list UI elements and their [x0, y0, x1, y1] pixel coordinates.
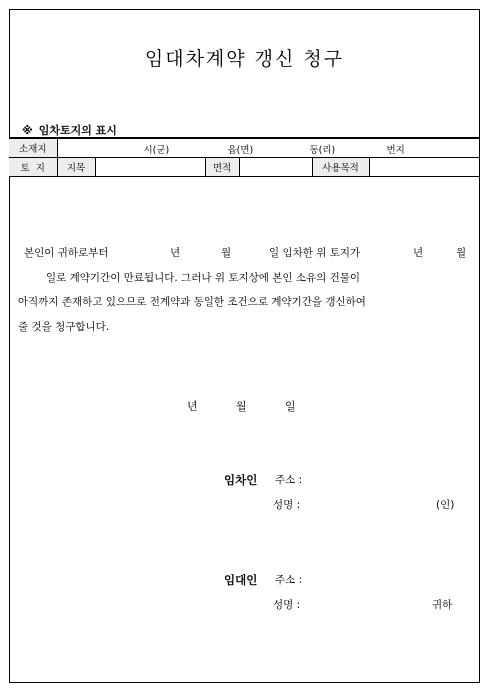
land-label: 토 지	[9, 158, 57, 177]
tenant-seal: (인)	[436, 499, 455, 511]
body-month2-blank: 월	[456, 247, 467, 259]
body-year2-blank: 년	[413, 247, 424, 259]
location-row	[9, 138, 480, 158]
landlord-honorific: 귀하	[432, 599, 453, 611]
landlord-name-label: 성명 :	[273, 599, 301, 611]
body-line-3: 아직까지 존재하고 있으므로 전계약과 동일한 조건으로 계약기간을 갱신하여	[18, 296, 366, 308]
request-body	[18, 241, 470, 339]
date-month: 월	[236, 400, 247, 413]
jimok-label: 지목	[57, 158, 95, 177]
location-label: 소재지	[9, 138, 57, 158]
section-heading	[22, 122, 117, 138]
eup-label: 읍(면)	[227, 145, 254, 156]
use-purpose-label: 사용목적	[312, 158, 369, 177]
tenant-label: 임차인	[224, 473, 258, 487]
landlord-address-label: 주소 :	[275, 574, 303, 586]
land-row	[9, 158, 480, 177]
body-month-blank: 월	[221, 247, 232, 259]
tenant-name-label: 성명 :	[273, 499, 301, 511]
document-title: 임대차계약 갱신 청구	[144, 48, 345, 70]
date-year: 년	[187, 400, 198, 413]
body-year-blank: 년	[170, 247, 181, 259]
tenant-address-label: 주소 :	[275, 474, 303, 486]
date-day: 일	[285, 400, 296, 413]
land-table	[9, 137, 480, 177]
body-line-2: 일로 계약기간이 만료됩니다. 그러나 위 토지상에 본인 소유의 건물이	[46, 271, 361, 284]
body-line-1	[18, 241, 470, 266]
area-label: 면적	[205, 158, 239, 177]
jimok-field[interactable]	[95, 158, 205, 177]
body-line-4: 줄 것을 청구합니다.	[18, 320, 110, 333]
section-title: 임차토지의 표시	[38, 124, 117, 137]
area-field[interactable]	[239, 158, 312, 177]
landlord-label: 임대인	[224, 573, 258, 587]
reference-mark-icon: ※	[22, 124, 33, 137]
body-text-start: 본인이 귀하로부터	[24, 247, 109, 259]
body-text-middle: 일 임차한 위 토지가	[269, 247, 361, 259]
beonji-label: 번지	[386, 145, 405, 156]
use-purpose-field[interactable]	[369, 158, 480, 177]
si-label: 시(군)	[143, 145, 170, 156]
location-field[interactable]	[57, 138, 480, 158]
dong-label: 동(리)	[309, 145, 336, 156]
